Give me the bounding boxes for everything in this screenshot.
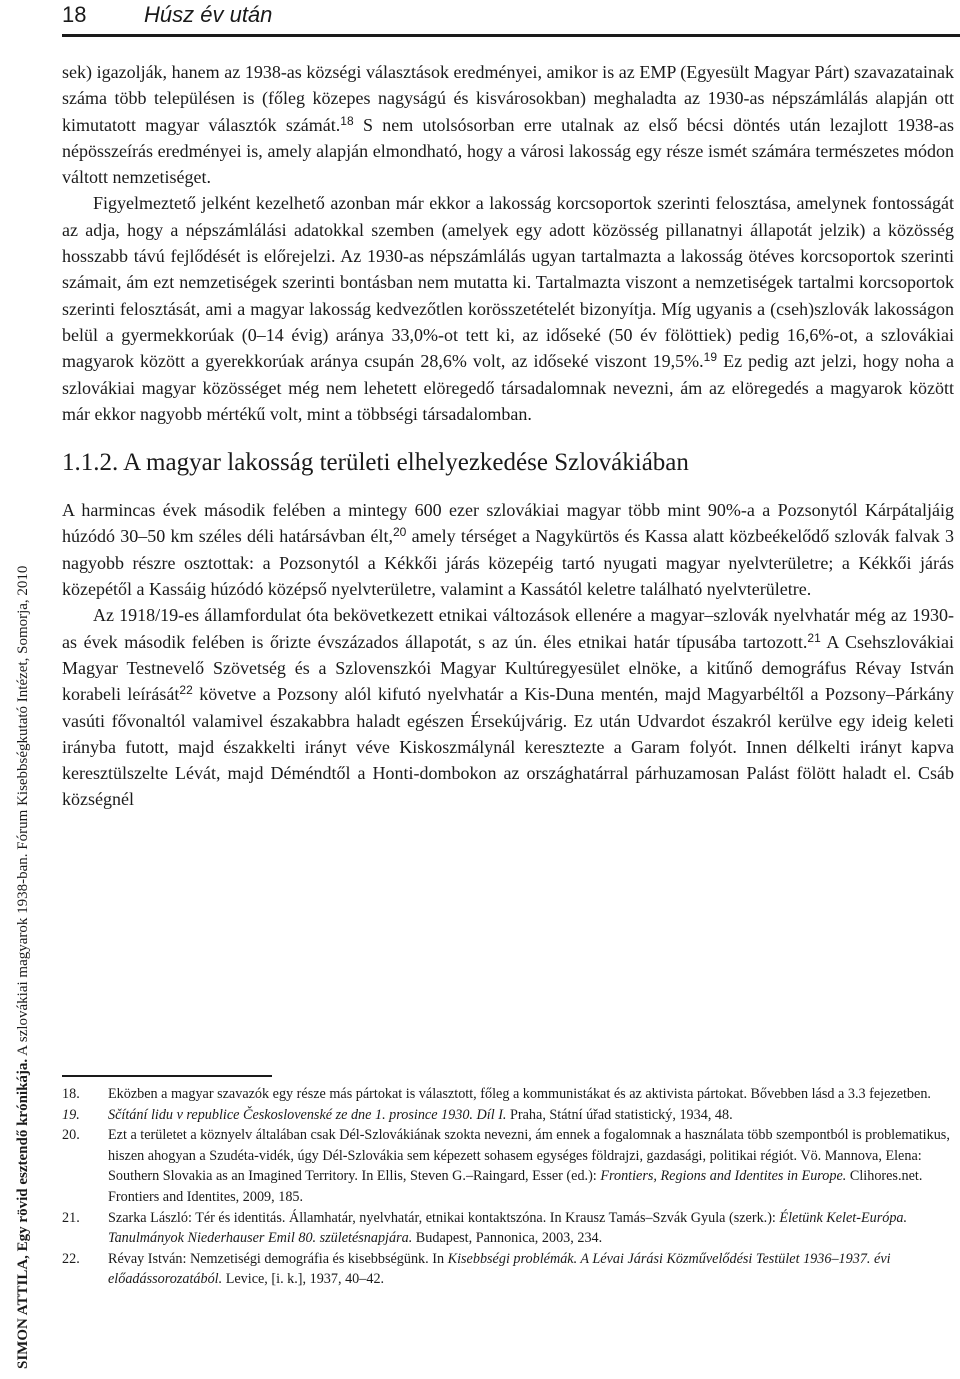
text-run: Szarka László: Tér és identitás. Államhatár, nyelvhatár, etnikai kontaktszóna. In Krausz Tamás–Szvák Gyula (szerk.): [108, 1209, 780, 1226]
paragraph-1 [62, 59, 954, 190]
text-run: Clihores.net. Frontiers and Identites, 2009, 185. [108, 1168, 923, 1205]
text-run: A Csehszlovákiai Magyar Testnevelő Szövetség és a Szlovenszkói Magyar Kultúregyesület elnöke, a kitűnő demográfus Révay István korabeli leírását [62, 631, 954, 705]
text-run: Budapest, Pannonica, 2003, 234. [412, 1230, 603, 1247]
footnote-22 [62, 1249, 954, 1290]
paragraph-4 [62, 602, 954, 812]
section-heading: 1.1.2. A magyar lakosság területi elhelyezkedése Szlovákiában [62, 449, 689, 477]
text-run: A harmincas évek második felében a mintegy 600 ezer szlovákiai magyar több mint 90%-a a Pozsonytól Kárpátaljáig húzódó 30–50 km széles déli határsávban élt, [62, 500, 954, 547]
text-run: Az 1918/19-es államfordulat óta bekövetkezett etnikai változások ellenére a magyar–szlovák nyelvhatár még az 1930-as évek második felében is őrizte évszázados állapotát, s az ún. éles etnikai határ típusába tartozott. [62, 605, 954, 652]
footnote-text [108, 1125, 954, 1207]
text-run: amely térséget a Nagykürtös és Kassa alatt közbeékelődő szlovák falvak 3 nagyobb részre osztottak: a Pozsonytól a Kékkői járás közepéig tartó nyugati magyar nyelvterületre; a Kékkői járás közepétől a Kassáig húzódó középső nyelvterületre, valamint a Kassától keletre található nyelvterületre. [62, 526, 954, 600]
text-run: Révay István: Nemzetiségi demográfia és kisebbségünk. In [108, 1250, 448, 1267]
side-citation-rest: A szlovákiai magyarok 1938-ban. Fórum Kisebbségkutató Intézet, Somorja, 2010 [15, 565, 31, 1059]
footnote-divider [62, 1075, 272, 1077]
footnote-ref-22[interactable]: 22 [179, 683, 193, 698]
side-citation [13, 566, 33, 1369]
footnote-number: 19. [62, 1106, 80, 1123]
side-citation-author: SIMON ATTILA, Egy rövid esztendő krónikája. [15, 1058, 31, 1369]
footnote-number: 21. [62, 1209, 80, 1226]
footnote-19 [62, 1105, 954, 1126]
footnote-text [108, 1249, 954, 1290]
footnote-number: 20. [62, 1127, 80, 1144]
footnote-ref-18[interactable]: 18 [340, 113, 354, 128]
footnote-18 [62, 1084, 954, 1105]
running-header [62, 0, 960, 37]
text-run: Figyelmeztető jelként kezelhető azonban már ekkor a lakosság korcsoportok szerinti felosztása, amelynek fontosságát az adja, hogy a népszámlálási adatokkal szemben (amelyek egy adott közösség pillanatnyi állapotát jelzik) a közösség hosszabb távú fejlődését is előrejelzi. Az 1930-as népszámlálás ugyan tartalmazta a lakosság ötéves korcsoportok szerinti számait, ám ezt nemzetiségek szerinti bontásban nem mutatta ki. Tartalmazta viszont a nemzetiségek tartalmi korcsoportok szerinti felosztását, ami a magyar lakosság kedvezőtlen korösszetételét bizonyítja. Míg ugyanis a (cseh)szlovák lakosságon belül a gyermekkorúak (0–14 évig) aránya 33,0%-ot tett ki, az időseké (50 év fölöttiek) pedig 16,6%-ot, a szlovákiai magyarok között a gyerekkorúak aránya csupán 28,6% volt, az időseké viszont 19,5%. [62, 193, 954, 372]
footnote-21 [62, 1208, 954, 1249]
footnote-20 [62, 1125, 954, 1207]
footnote-ref-20[interactable]: 20 [392, 525, 407, 540]
footnotes [62, 1084, 954, 1290]
footnote-ref-19[interactable]: 19 [703, 350, 718, 365]
text-run: S nem utolsósorban erre utalnak az első bécsi döntés után lezajlott 1938-as népösszeírás eredményei is, amely alapján elmondható, hogy a városi lakosság egy része ismét számára természetes módon váltott nemzetiséget. [62, 114, 954, 188]
footnote-ref-21[interactable]: 21 [807, 630, 821, 645]
footnote-text [108, 1084, 954, 1105]
page-number: 18 [62, 2, 87, 27]
main-text [62, 59, 954, 813]
footnote-text [108, 1105, 954, 1126]
text-run-italic: Életünk Kelet-Európa. Tanulmányok Niederhauser Emil 80. születésnapjára. [108, 1209, 908, 1247]
text-run: sek) igazolják, hanem az 1938-as községi választások eredményei, amikor is az EMP (Egyesült Magyar Párt) szavazatainak száma több településen is (főleg közepes nagyságú és kisvárosokban) meghaladta az 1930-as népszámlálás alapján ott kimutatott magyar választók számát. [62, 62, 954, 135]
paragraph-2 [62, 190, 954, 427]
footnote-text [108, 1208, 954, 1249]
text-run: Ez pedig azt jelzi, hogy noha a szlovákiai magyar közösséget még nem lehetett elöregedő társadalomnak nevezni, ám az elöregedés a magyarok között már ekkor nagyobb mértékű volt, mint a többségi társadalomban. [62, 351, 954, 424]
text-run: Ezt a területet a köznyelv általában csak Dél-Szlovákiának szokta nevezni, ám ennek a fogalomnak a használata több szempontból is problematikus, hiszen ahogyan a Szudéta-vidék, úgy Dél-Szlovákia sem képezett sohasem egységes földrajzi, gazdasági, politikai régiót. Vö. Mannova, Elena: Southern Slovakia as an Imagined Territory. In Ellis, Steven G.–Raingard, Esser (ed.): [108, 1127, 950, 1185]
paragraph-3 [62, 497, 954, 602]
text-run: Praha, Státní úřad statistický, 1934, 48. [506, 1106, 733, 1123]
running-title: Húsz év után [144, 2, 273, 27]
text-run: követve a Pozsony alól kifutó nyelvhatár a Kis-Duna mentén, majd Magyarbéltől a Pozsony–Párkány vasúti fővonaltól valamivel északabbra haladt egészen Érsekújvárig. Ez után Udvardot északról kerülve egy ideig keleti irányba futott, majd északkelti irányt véve Kiskoszmálynál keresztezte a Garam folyót. Innen délkelti irányt kapva keresztülszelte Lévát, majd Déméndtől a Honti-dombokon az országhatárral párhuzamosan Palást fölött haladt el. Csáb községnél [62, 684, 954, 810]
footnote-number: 22. [62, 1250, 80, 1267]
text-run: Eközben a magyar szavazók egy része más pártokat is választott, főleg a kommunistákat és az aktivista pártokat. Bővebben lásd a 3.3 fejezetben. [108, 1086, 931, 1102]
text-run-italic: Sčítání lidu v republice Československé ze dne 1. prosince 1930. Díl I. [108, 1106, 507, 1123]
text-run-italic: Kisebbségi problémák. A Lévai Járási Közművelődési Testület 1936–1937. évi előadássorozatából. [108, 1250, 891, 1288]
text-run-italic: Frontiers, Regions and Identites in Europe. [600, 1168, 847, 1185]
footnote-number: 18. [62, 1086, 80, 1102]
text-run: Levice, [i. k.], 1937, 40–42. [222, 1271, 385, 1288]
